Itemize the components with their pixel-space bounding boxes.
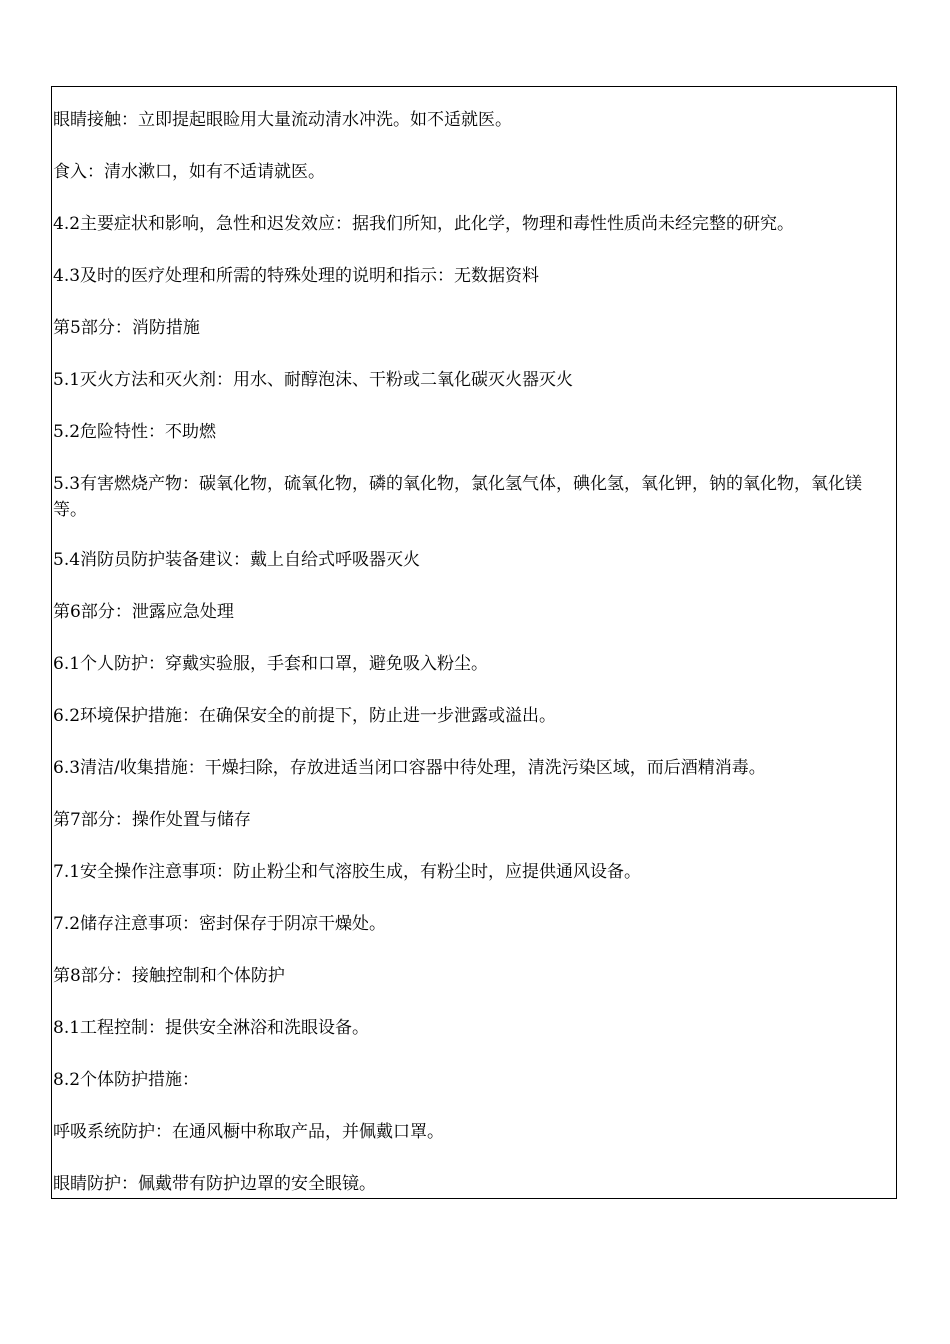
text-line-5-1: 5.1灭火方法和灭火剂：用水、耐醇泡沫、干粉或二氧化碳灭火器灭火 <box>53 370 574 390</box>
text-line-respiratory: 呼吸系统防护：在通风橱中称取产品，并佩戴口罩。 <box>53 1122 444 1142</box>
text-line-eye-contact: 眼睛接触：立即提起眼睑用大量流动清水冲洗。如不适就医。 <box>53 110 512 130</box>
text-line-6-3: 6.3清洁/收集措施：干燥扫除，存放进适当闭口容器中待处理，清洗污染区域，而后酒精消毒。 <box>53 758 766 778</box>
text-line-8-1: 8.1工程控制：提供安全淋浴和洗眼设备。 <box>53 1018 370 1038</box>
text-line-5-2: 5.2危险特性：不助燃 <box>53 422 217 442</box>
document-table-cell <box>51 86 897 1199</box>
text-line-6-1: 6.1个人防护：穿戴实验服，手套和口罩，避免吸入粉尘。 <box>53 654 489 674</box>
text-line-4-3: 4.3及时的医疗处理和所需的特殊处理的说明和指示：无数据资料 <box>53 266 540 286</box>
section-heading-5: 第5部分：消防措施 <box>53 318 200 338</box>
text-line-4-2: 4.2主要症状和影响，急性和迟发效应：据我们所知，此化学，物理和毒性性质尚未经完整的研究。 <box>53 214 795 234</box>
text-line-5-4: 5.4消防员防护装备建议：戴上自给式呼吸器灭火 <box>53 550 421 570</box>
text-line-5-3: 5.3有害燃烧产物：碳氧化物，硫氧化物，磷的氧化物，氯化氢气体，碘化氢，氧化钾，钠的氧化物，氧化镁等。 <box>53 474 863 520</box>
text-line-8-2: 8.2个体防护措施： <box>53 1070 200 1090</box>
section-heading-7: 第7部分：操作处置与储存 <box>53 810 251 830</box>
text-line-ingestion: 食入：清水漱口，如有不适请就医。 <box>53 162 325 182</box>
section-heading-8: 第8部分：接触控制和个体防护 <box>53 966 285 986</box>
text-line-eye-protection: 眼睛防护：佩戴带有防护边罩的安全眼镜。 <box>53 1174 376 1194</box>
text-line-7-1: 7.1安全操作注意事项：防止粉尘和气溶胶生成，有粉尘时，应提供通风设备。 <box>53 862 642 882</box>
text-line-7-2: 7.2储存注意事项：密封保存于阴凉干燥处。 <box>53 914 387 934</box>
text-line-6-2: 6.2环境保护措施：在确保安全的前提下，防止进一步泄露或溢出。 <box>53 706 557 726</box>
section-heading-6: 第6部分：泄露应急处理 <box>53 602 234 622</box>
